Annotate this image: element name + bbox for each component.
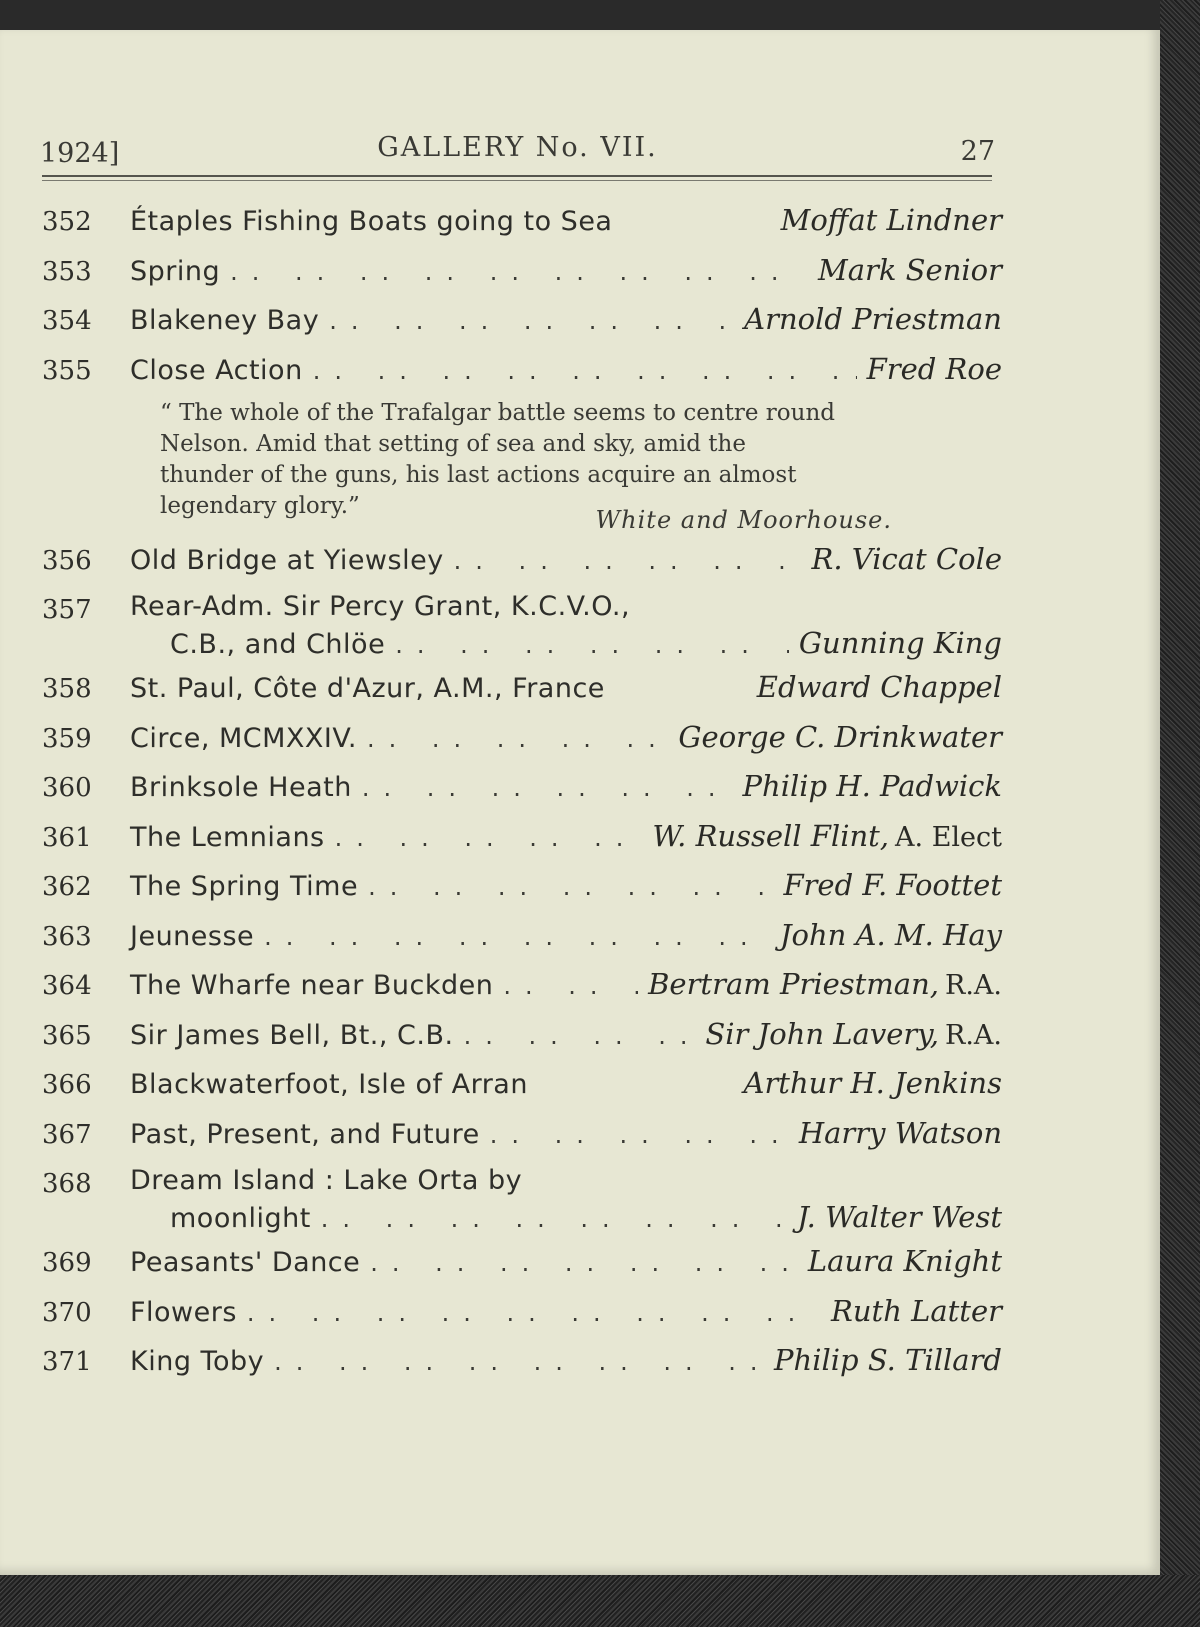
entry-title: The Wharfe near Buckden [130, 970, 494, 1001]
entry-line [130, 918, 1002, 954]
leader-dots [454, 547, 802, 575]
entry-artist: Sir John Lavery, [705, 1016, 939, 1051]
leader-dots [274, 1348, 764, 1376]
entry-artist: Arnold Priestman [744, 302, 1002, 336]
entry-title-continued: C.B., and Chlöe [170, 629, 386, 660]
entry-line-continued [170, 1200, 1002, 1236]
entry-artist: R. Vicat Cole [811, 541, 1002, 576]
entry-artist: Philip S. Tillard [774, 1343, 1002, 1377]
leader-dots [247, 1299, 821, 1327]
entry-artist: Laura Knight [807, 1244, 1002, 1278]
entry-line [130, 1066, 1002, 1102]
entry-artist: George C. Drinkwater [678, 719, 1002, 754]
book-binding-bottom [0, 1575, 1200, 1627]
leader-dots [490, 1121, 789, 1149]
leader-dots [329, 307, 734, 335]
leader-dots [368, 873, 773, 901]
entry-line [130, 203, 1002, 239]
list-item [42, 1116, 1002, 1166]
list-item [42, 591, 1002, 670]
catalogue-page [0, 30, 1160, 1575]
leader-dots [464, 1022, 696, 1050]
entry-quote: “ The whole of the Trafalgar battle seems to centre round Nelson. Amid that setting of sea and sky, amid the thunder of the guns, his last actions acquire an almost legendary glory.” [160, 399, 835, 519]
list-item [42, 868, 1002, 918]
leader-dots [321, 1205, 788, 1233]
entry-artist: W. Russell Flint, [652, 818, 890, 853]
leader-dots [395, 631, 789, 659]
entry-line [130, 769, 1002, 805]
entry-line-continued [170, 626, 1002, 662]
book-binding-edge [1160, 0, 1200, 1627]
entry-artist: Fred F. Foottet [783, 868, 1002, 902]
entry-title: Past, Present, and Future [130, 1118, 480, 1150]
entry-line [130, 542, 1002, 578]
header-rule [42, 175, 992, 177]
entry-line [130, 302, 1002, 338]
leader-dots [313, 357, 857, 385]
entry-number: 370 [42, 1297, 92, 1328]
entry-number: 369 [42, 1248, 92, 1278]
entry-number: 352 [42, 207, 92, 237]
header-year: 1924] [40, 138, 120, 169]
entry-number: 360 [42, 773, 92, 803]
entry-number: 359 [42, 723, 92, 754]
list-item [42, 918, 1002, 968]
entry-artist: John A. M. Hay [779, 917, 1002, 952]
list-item [42, 670, 1002, 720]
entry-artist: Philip H. Padwick [742, 769, 1002, 803]
entry-title: Étaples Fishing Boats going to Sea [130, 206, 613, 237]
entry-title: Blackwaterfoot, Isle of Arran [130, 1069, 528, 1100]
leader-dots [503, 972, 638, 1000]
list-item [42, 769, 1002, 819]
entry-artist: Moffat Lindner [780, 203, 1002, 237]
entry-number: 357 [42, 595, 92, 625]
list-item [42, 967, 1002, 1017]
entry-number: 356 [42, 545, 92, 576]
artist-suffix: R.A. [945, 970, 1002, 1001]
quote-source: White and Moorhouse. [595, 505, 892, 534]
entry-number: 362 [42, 872, 92, 902]
list-item [42, 542, 1002, 592]
entry-number: 353 [42, 256, 92, 287]
entry-line [130, 1294, 1002, 1330]
entry-title: Close Action [130, 354, 303, 386]
entry-line [130, 1165, 1002, 1201]
entry-number: 361 [42, 822, 92, 853]
entry-title: Flowers [130, 1296, 237, 1328]
entry-line [130, 1017, 1002, 1053]
entry-title: St. Paul, Côte d'Azur, A.M., France [130, 673, 605, 704]
leader-dots [335, 824, 643, 852]
entry-line [130, 352, 1002, 388]
entry-artist: Harry Watson [798, 1115, 1002, 1150]
entry-line [130, 819, 1002, 855]
entry-title: Old Bridge at Yiewsley [130, 544, 444, 576]
entry-artist: Bertram Priestman, [648, 967, 939, 1001]
leader-dots [264, 923, 770, 951]
entry-title: Dream Island : Lake Orta by [130, 1165, 523, 1196]
list-item [42, 1066, 1002, 1116]
list-item [42, 1165, 1002, 1244]
entry-line [130, 967, 1002, 1003]
catalogue-entries [42, 203, 1002, 1393]
entry-title: The Spring Time [130, 871, 359, 902]
artist-suffix: R.A. [945, 1019, 1002, 1051]
list-item [42, 1343, 1002, 1393]
entry-line [130, 1116, 1002, 1152]
leader-dots [362, 774, 733, 802]
entry-title: Spring [130, 255, 221, 287]
entry-number: 368 [42, 1169, 92, 1199]
entry-line [130, 591, 1002, 627]
entry-line [130, 253, 1002, 289]
entry-number: 371 [42, 1347, 92, 1377]
entry-artist: Fred Roe [866, 351, 1002, 386]
entry-line [130, 1343, 1002, 1379]
entry-line [130, 720, 1002, 756]
entry-line [130, 868, 1002, 904]
leader-dots [370, 1249, 798, 1277]
entry-title: Rear-Adm. Sir Percy Grant, K.C.V.O., [130, 591, 631, 622]
entry-artist: Arthur H. Jenkins [743, 1066, 1002, 1100]
entry-artist: Gunning King [798, 626, 1002, 660]
entry-number: 358 [42, 674, 92, 704]
artist-suffix: A. Elect [895, 821, 1002, 853]
entry-number: 367 [42, 1119, 92, 1150]
entry-title: Blakeney Bay [130, 305, 320, 336]
list-item [42, 302, 1002, 352]
entry-title: The Lemnians [130, 821, 325, 853]
entry-artist: Ruth Latter [831, 1293, 1002, 1328]
entry-number: 363 [42, 921, 92, 952]
entry-number: 364 [42, 971, 92, 1001]
list-item [42, 1244, 1002, 1294]
entry-title-continued: moonlight [170, 1203, 311, 1234]
list-item [42, 819, 1002, 869]
list-item [42, 253, 1002, 303]
entry-title: Sir James Bell, Bt., C.B. [130, 1019, 454, 1051]
entry-artist: Mark Senior [818, 252, 1002, 287]
entry-artist: Edward Chappel [756, 670, 1002, 704]
header-rule-thin [42, 180, 992, 181]
entry-number: 365 [42, 1020, 92, 1051]
entry-title: Brinksole Heath [130, 772, 352, 803]
page-title: GALLERY No. VII. [377, 132, 658, 163]
page-number: 27 [960, 136, 995, 167]
entry-title: King Toby [130, 1346, 265, 1377]
entry-title: Circe, MCMXXIV. [130, 722, 357, 754]
entry-artist: J. Walter West [797, 1200, 1002, 1234]
list-item [42, 1017, 1002, 1067]
leader-dots [230, 258, 808, 286]
entry-number: 354 [42, 306, 92, 336]
entry-line [130, 670, 1002, 706]
list-item [42, 720, 1002, 770]
entry-number: 355 [42, 355, 92, 386]
entry-title: Peasants' Dance [130, 1247, 361, 1278]
leader-dots [367, 725, 668, 753]
list-item [42, 1294, 1002, 1344]
entry-line [130, 1244, 1002, 1280]
list-item [42, 352, 1002, 542]
list-item [42, 203, 1002, 253]
entry-number: 366 [42, 1070, 92, 1100]
entry-title: Jeunesse [130, 920, 255, 952]
